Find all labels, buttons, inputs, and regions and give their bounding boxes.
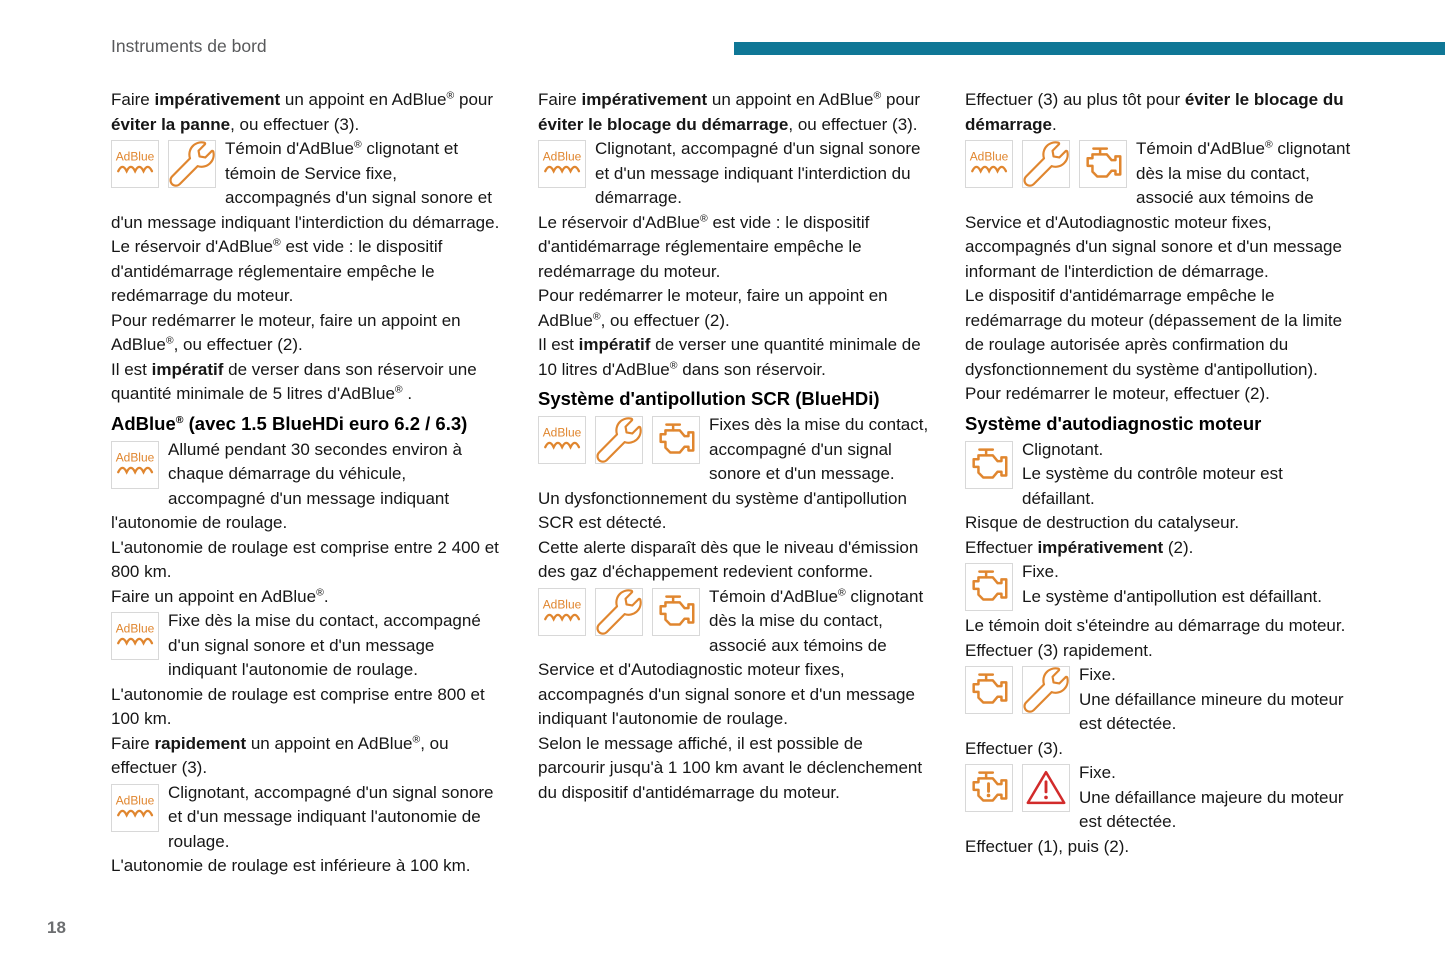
paragraph [111, 235, 504, 309]
svg-text:AdBlue: AdBlue [115, 793, 155, 808]
paragraph [538, 333, 931, 382]
warning-lamp-paragraph [538, 413, 931, 487]
warning-lamp-paragraph [538, 585, 931, 732]
paragraph [965, 88, 1358, 137]
paragraph-text: Fixe. Une défaillance mineure du moteur est détectée. [1079, 665, 1344, 733]
text-column-2 [538, 88, 931, 879]
paragraph-text: Fixe. Le système d'antipollution est défaillant. [1022, 562, 1322, 606]
paragraph-text: Système d'antipollution SCR (BlueHDi) [538, 388, 880, 409]
paragraph-text: Effectuer (3) rapidement. [965, 640, 1153, 660]
paragraph-text: Effectuer (3). [965, 738, 1063, 758]
adblue-icon [538, 588, 586, 636]
engine-icon [652, 416, 700, 464]
warning-triangle-icon [1022, 764, 1070, 812]
paragraph [111, 854, 504, 879]
paragraph-text: Cette alerte disparaît dès que le niveau d'émission des gaz d'échappement redevient conforme. [538, 537, 919, 581]
paragraph [111, 732, 504, 781]
paragraph [965, 835, 1358, 860]
warning-lamp-paragraph [111, 609, 504, 683]
service-wrench-icon [1022, 140, 1070, 188]
paragraph [965, 737, 1358, 762]
paragraph [965, 639, 1358, 664]
paragraph-text: Pour redémarrer le moteur, faire un appoint en AdBlue®, ou effectuer (2). [538, 286, 888, 330]
paragraph [965, 511, 1358, 536]
warning-lamp-paragraph [965, 761, 1358, 835]
paragraph-text: Il est impératif de verser une quantité minimale de 10 litres d'AdBlue® dans son réservoir. [538, 335, 921, 379]
paragraph-text: Un dysfonctionnement du système d'antipollution SCR est détecté. [538, 488, 907, 532]
adblue-icon [965, 140, 1013, 188]
paragraph [538, 732, 931, 806]
warning-lamp-paragraph [965, 663, 1358, 737]
section-heading [965, 411, 1358, 436]
engine-fault-icon [965, 764, 1013, 812]
section-heading [538, 386, 931, 411]
svg-text:AdBlue: AdBlue [115, 621, 155, 636]
paragraph [538, 487, 931, 536]
svg-text:AdBlue: AdBlue [542, 149, 582, 164]
paragraph-text: Témoin d'AdBlue® clignotant dès la mise du contact, associé aux témoins de Service et d'Autodiagnostic moteur fixes, accompagnés d'un signal sonore et d'un message indiquant l'autonomie de roulage. [538, 585, 924, 728]
paragraph-text: Le réservoir d'AdBlue® est vide : le dispositif d'antidémarrage réglementaire empêche le redémarrage du moteur. [538, 211, 870, 281]
paragraph [538, 88, 931, 137]
paragraph-text: Le réservoir d'AdBlue® est vide : le dispositif d'antidémarrage réglementaire empêche le redémarrage du moteur. [111, 236, 443, 305]
paragraph [538, 211, 931, 285]
paragraph-text: Effectuer impérativement (2). [965, 537, 1194, 557]
paragraph-text: Allumé pendant 30 secondes environ à chaque démarrage du véhicule, accompagné d'un message indiquant l'autonomie de roulage. [111, 439, 462, 532]
paragraph-text: Fixe dès la mise du contact, accompagné d'un signal sonore et d'un message indiquant l'autonomie de roulage. [168, 611, 481, 679]
warning-lamp-paragraph [965, 438, 1358, 512]
paragraph [111, 683, 504, 732]
paragraph-text: Risque de destruction du catalyseur. [965, 513, 1240, 532]
paragraph-text: Clignotant, accompagné d'un signal sonore et d'un message indiquant l'autonomie de roulage. [168, 782, 494, 851]
adblue-icon [111, 140, 159, 188]
svg-text:AdBlue: AdBlue [115, 450, 155, 465]
paragraph [965, 614, 1358, 639]
paragraph [111, 88, 504, 137]
engine-icon [652, 588, 700, 636]
text-column-1 [111, 88, 504, 879]
warning-lamp-paragraph [538, 137, 931, 211]
paragraph-text: Il est impératif de verser dans son réservoir une quantité minimale de 5 litres d'AdBlue® . [111, 359, 477, 403]
svg-text:AdBlue: AdBlue [542, 425, 582, 440]
service-wrench-icon [1022, 666, 1070, 714]
paragraph-text: Système d'autodiagnostic moteur [965, 412, 1262, 434]
engine-icon [965, 563, 1013, 611]
paragraph-text: Le dispositif d'antidémarrage empêche le redémarrage du moteur (dépassement de la limite de roulage autorisée après confirmation du dysfonctionnement du système d'antipollution). [965, 286, 1343, 379]
paragraph [965, 284, 1358, 382]
paragraph [111, 358, 504, 407]
paragraph [111, 309, 504, 358]
paragraph-text: Faire impérativement un appoint en AdBlue® pour éviter la panne, ou effectuer (3). [111, 89, 494, 134]
warning-lamp-paragraph [111, 781, 504, 855]
paragraph-text: Fixe. Une défaillance majeure du moteur est détectée. [1079, 763, 1344, 831]
header-accent-bar [734, 42, 1445, 55]
paragraph-text: Le témoin doit s'éteindre au démarrage du moteur. [965, 616, 1346, 635]
paragraph [111, 536, 504, 585]
service-wrench-icon [168, 140, 216, 188]
service-wrench-icon [595, 588, 643, 636]
paragraph-text: Témoin d'AdBlue® clignotant et témoin de Service fixe, accompagnés d'un signal sonore et d'un message indiquant l'interdiction du démarrage. [111, 138, 500, 232]
paragraph-text: Faire rapidement un appoint en AdBlue®, ou effectuer (3). [111, 732, 449, 777]
paragraph-text: Selon le message affiché, il est possible de parcourir jusqu'à 1 100 km avant le déclenchement du dispositif d'antidémarrage du moteur. [538, 733, 923, 802]
paragraph-text: Effectuer (1), puis (2). [965, 836, 1130, 856]
paragraph-text: AdBlue® (avec 1.5 BlueHDi euro 6.2 / 6.3) [111, 412, 468, 434]
adblue-icon [111, 441, 159, 489]
paragraph [111, 585, 504, 610]
adblue-icon [111, 612, 159, 660]
warning-lamp-paragraph [965, 560, 1358, 609]
paragraph-text: Clignotant, accompagné d'un signal sonore et d'un message indiquant l'interdiction du démarrage. [595, 139, 921, 207]
paragraph [538, 536, 931, 585]
engine-icon [965, 441, 1013, 489]
paragraph-text: Pour redémarrer le moteur, faire un appoint en AdBlue®, ou effectuer (2). [111, 310, 461, 354]
paragraph-text: Témoin d'AdBlue® clignotant dès la mise du contact, associé aux témoins de Service et d'Autodiagnostic moteur fixes, accompagnés d'un signal sonore et d'un message informant de l'interdiction de démarrage. [965, 138, 1351, 281]
page-title: Instruments de bord [111, 36, 267, 56]
paragraph-text: Pour redémarrer le moteur, effectuer (2). [965, 384, 1270, 403]
paragraph-text: Fixes dès la mise du contact, accompagné d'un signal sonore et d'un message. [709, 415, 929, 483]
adblue-icon [538, 140, 586, 188]
engine-icon [965, 666, 1013, 714]
paragraph-text: L'autonomie de roulage est inférieure à 100 km. [111, 856, 471, 875]
adblue-icon [111, 784, 159, 832]
paragraph-text: Effectuer (3) au plus tôt pour éviter le blocage du démarrage. [965, 90, 1344, 134]
svg-text:AdBlue: AdBlue [115, 149, 155, 164]
paragraph-text: L'autonomie de roulage est comprise entre 2 400 et 800 km. [111, 537, 499, 581]
paragraph-text: Clignotant. Le système du contrôle moteur est défaillant. [1022, 439, 1283, 508]
paragraph-text: Faire un appoint en AdBlue®. [111, 585, 329, 606]
paragraph [965, 382, 1358, 407]
service-wrench-icon [595, 416, 643, 464]
paragraph-text: L'autonomie de roulage est comprise entre 800 et 100 km. [111, 684, 485, 728]
svg-text:AdBlue: AdBlue [542, 597, 582, 612]
warning-lamp-paragraph [111, 438, 504, 536]
paragraph [965, 536, 1358, 561]
text-column-3 [965, 88, 1358, 879]
warning-lamp-paragraph [111, 137, 504, 235]
page-number: 18 [47, 918, 66, 937]
engine-icon [1079, 140, 1127, 188]
svg-text:AdBlue: AdBlue [969, 149, 1009, 164]
adblue-icon [538, 416, 586, 464]
columns [111, 88, 1359, 879]
warning-lamp-paragraph [965, 137, 1358, 284]
paragraph-text: Faire impérativement un appoint en AdBlue® pour éviter le blocage du démarrage, ou effectuer (3). [538, 89, 921, 134]
section-heading [111, 411, 504, 436]
paragraph [538, 284, 931, 333]
